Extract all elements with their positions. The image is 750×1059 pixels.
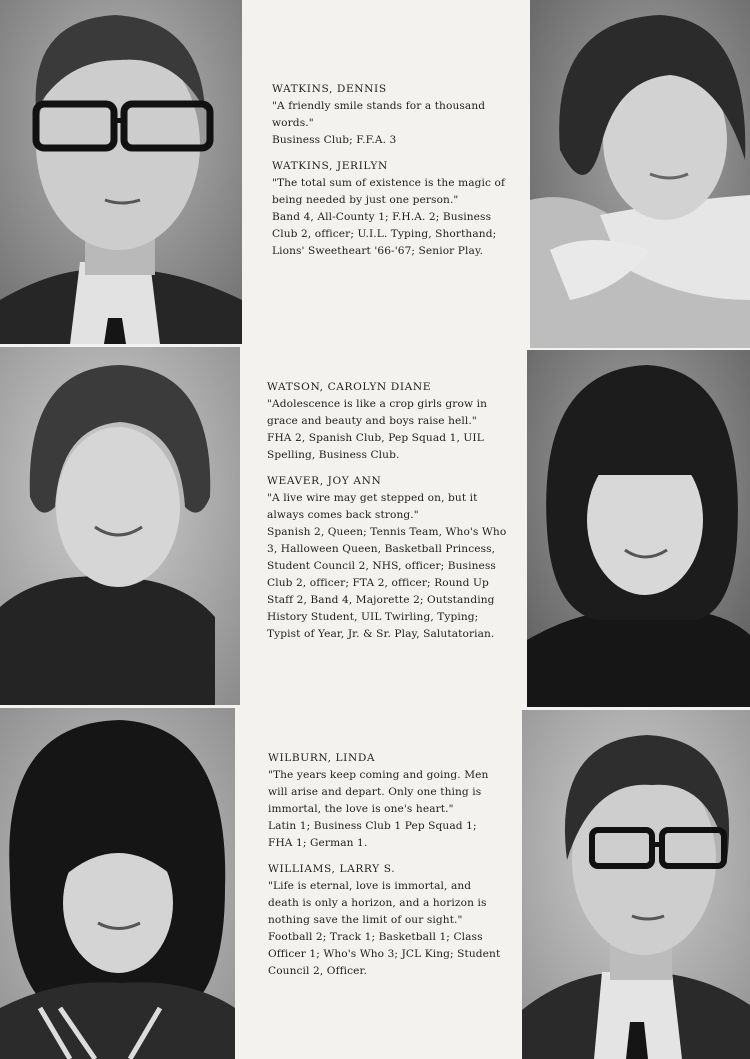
student-quote: "Life is eternal, love is immortal, and death is only a horizon, and a horizon is nothing save the limit of our sight." (268, 880, 487, 926)
student-quote: "The total sum of existence is the magic of being needed by just one person." (272, 177, 506, 206)
student-quote: "A live wire may get stepped on, but it always comes back strong." (267, 492, 478, 521)
portrait-weaver-joy-ann (527, 350, 750, 707)
student-quote: "A friendly smile stands for a thousand words." (272, 100, 486, 129)
portrait-williams-larry-s (522, 710, 750, 1059)
portrait-watkins-jerilyn (530, 0, 750, 348)
text-block-middle (267, 379, 507, 652)
student-name: WEAVER, JOY ANN (267, 475, 382, 487)
student-entry-watkins-jerilyn (272, 158, 506, 260)
student-name: WATKINS, JERILYN (272, 160, 388, 172)
student-name: WATKINS, DENNIS (272, 83, 387, 95)
student-quote: "Adolescence is like a crop girls grow in grace and beauty and boys raise hell." (267, 398, 487, 427)
student-name: WILBURN, LINDA (268, 752, 376, 764)
student-activities: FHA 2, Spanish Club, Pep Squad 1, UIL Spelling, Business Club. (267, 432, 484, 461)
student-activities: Band 4, All-County 1; F.H.A. 2; Business Club 2, officer; U.I.L. Typing, Shorthand; Lions' Sweetheart '66-'67; Senior Play. (272, 211, 497, 257)
student-name: WATSON, CAROLYN DIANE (267, 381, 432, 393)
student-activities: Spanish 2, Queen; Tennis Team, Who's Who 3, Halloween Queen, Basketball Princess, Student Council 2, NHS, officer; Business Club 2, officer; FTA 2, officer; Round Up Staff 2, Band 4, Majorette 2; Outstanding History Student, UIL Twirling, Typing; Typist of Year, Jr. & Sr. Play, Salutatorian. (267, 526, 507, 640)
student-quote: "The years keep coming and going. Men will arise and depart. Only one thing is immortal, the love is one's heart." (268, 769, 489, 815)
student-name: WILLIAMS, LARRY S. (268, 863, 396, 875)
student-entry-wilburn-linda (268, 750, 502, 852)
student-activities: Business Club; F.F.A. 3 (272, 134, 397, 146)
student-entry-watson-carolyn-diane (267, 379, 507, 464)
student-activities: Latin 1; Business Club 1 Pep Squad 1; FHA 1; German 1. (268, 820, 477, 849)
student-activities: Football 2; Track 1; Basketball 1; Class Officer 1; Who's Who 3; JCL King; Student Council 2, Officer. (268, 931, 501, 977)
portrait-watson-carolyn-diane (0, 347, 240, 705)
student-entry-watkins-dennis (272, 81, 506, 149)
text-block-top (272, 81, 506, 269)
portrait-watkins-dennis (0, 0, 242, 344)
student-entry-williams-larry-s (268, 861, 502, 980)
portrait-wilburn-linda (0, 708, 235, 1059)
text-block-bottom (268, 750, 502, 989)
student-entry-weaver-joy-ann (267, 473, 507, 643)
